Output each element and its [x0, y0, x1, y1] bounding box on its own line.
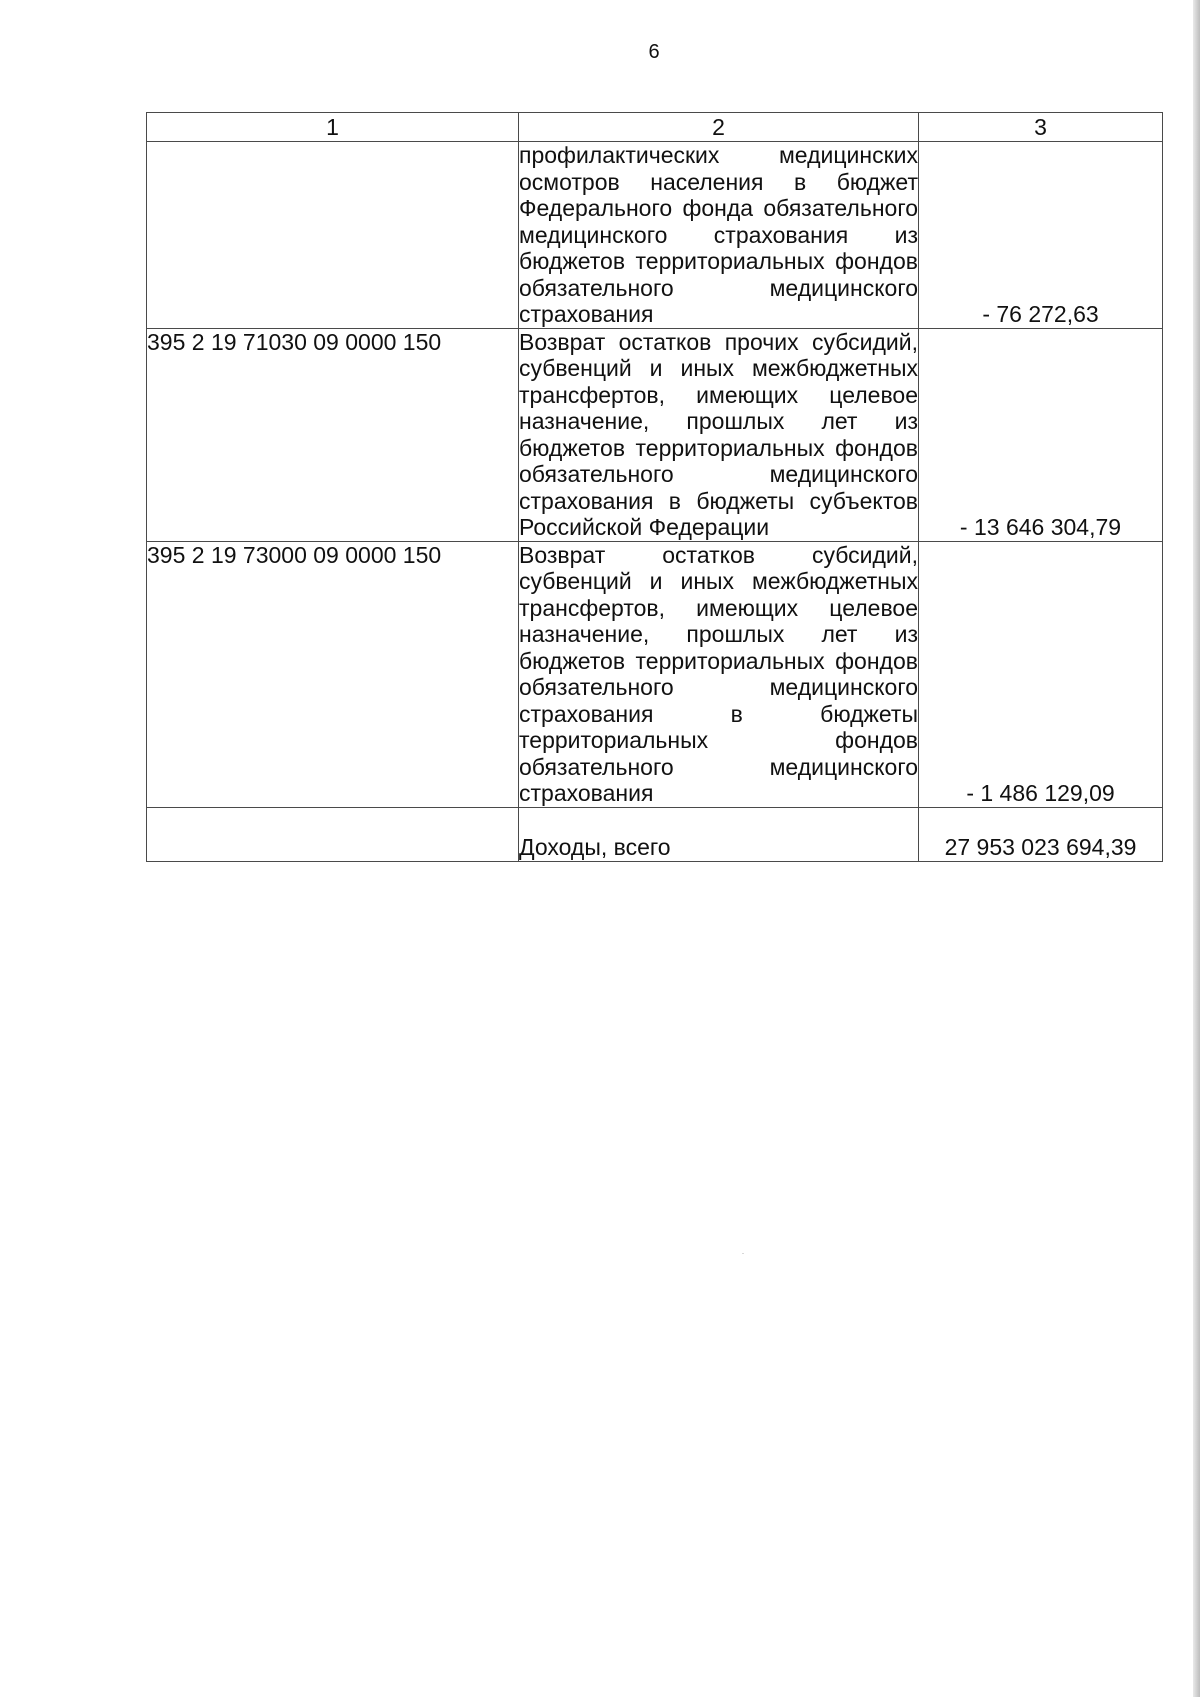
total-code-cell — [147, 807, 519, 861]
page-number: 6 — [648, 41, 660, 63]
amount-cell: - 1 486 129,09 — [919, 541, 1163, 807]
amount-cell: - 13 646 304,79 — [919, 328, 1163, 541]
total-label: Доходы, всего — [519, 807, 919, 861]
revenue-table — [146, 112, 1163, 862]
budget-code-cell: 395 2 19 73000 09 0000 150 — [147, 541, 519, 807]
table-header-row — [147, 113, 1163, 142]
description-cell: профилактических медицинских осмотров населения в бюджет Федерального фонда обязательного медицинского страхования из бюджетов территориальных фондов обязательного медицинского страхования — [519, 142, 918, 327]
total-row — [147, 807, 1163, 861]
column-header-2: 2 — [519, 113, 919, 142]
table-row — [147, 328, 1163, 541]
column-header-1: 1 — [147, 113, 519, 142]
description-cell: Возврат остатков прочих субсидий, субвенций и иных межбюджетных трансфертов, имеющих целевое назначение, прошлых лет из бюджетов территориальных фондов обязательного медицинского страхования в бюджеты субъектов Российской Федерации — [519, 328, 918, 540]
scan-speck — [742, 1253, 744, 1254]
budget-code-cell: 395 2 19 71030 09 0000 150 — [147, 328, 519, 541]
budget-code-cell — [147, 142, 519, 329]
page-edge-shadow — [1193, 0, 1200, 1697]
description-cell: Возврат остатков субсидий, субвенций и иных межбюджетных трансфертов, имеющих целевое назначение, прошлых лет из бюджетов территориальных фондов обязательного медицинского страхования в бюджеты территориальных фондов обязательного медицинского страхования — [519, 541, 918, 806]
amount-cell: - 76 272,63 — [919, 142, 1163, 329]
table-row — [147, 541, 1163, 807]
table-row — [147, 142, 1163, 329]
total-amount: 27 953 023 694,39 — [919, 807, 1163, 861]
column-header-3: 3 — [919, 113, 1163, 142]
